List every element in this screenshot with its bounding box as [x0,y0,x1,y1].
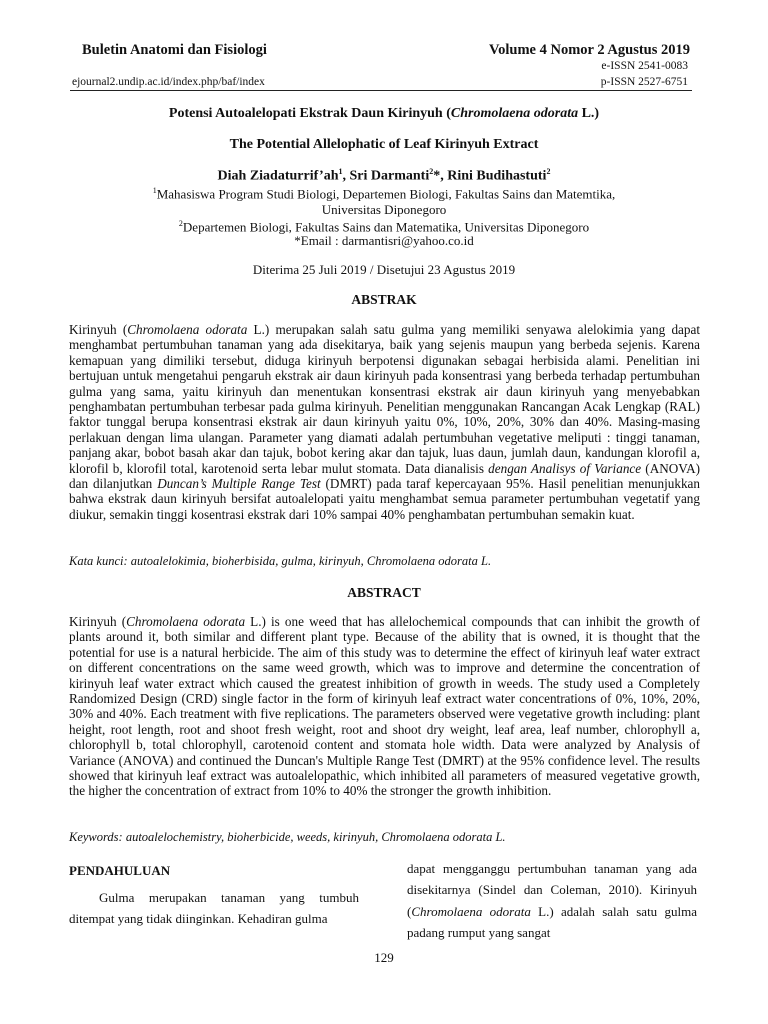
abstract-species: Chromolaena odorata [126,614,246,629]
abstract-text-1: Kirinyuh ( [69,614,127,629]
affiliation-1-line1: Mahasiswa Program Studi Biologi, Departemen Biologi, Fakultas Sains dan Matemtika, [156,186,616,202]
abstrak-italic-2: Duncan’s Multiple Range Test [157,476,321,492]
title-suffix: L.) [578,106,600,121]
author-2-sup: 2 [429,167,434,176]
abstrak-species: Chromolaena odorata [127,322,248,337]
affiliation-1-line2: Universitas Diponegoro [321,202,447,218]
abstrak-text-3: (ANOVA) dan dilanjutkan [69,460,701,492]
abstract-body [69,614,700,799]
abstrak-text-1: Kirinyuh ( [69,322,128,337]
title-prefix: Potensi Autoalelopati Ekstrak Daun Kirinyuh ( [168,106,451,121]
intro-right-column [407,858,697,944]
abstrak-text-2: L.) merupakan salah satu gulma yang memiliki senyawa alelokimia yang dapat menghambat pertumbuhan tanaman yang ada disekitarya, baik yang sejenis maupun yang berbeda sejenis. Karena kemapuan yang dimiliki tersebut, diduga kirinyuh berpotensi digunakan sebagai herbisida alami. Penelitian ini bertujuan untuk mengetahui pengaruh ekstrak air daun kirinyuh pada konsentrasi yang berbeda terhadap pertumbuhan gulma yang sama, yaitu kirinyuh dan menentukan konsentrasi ekstrak air daun kirinyuh yang menyebabkan penghambatan pertumbuhan terbesar pada gulma kirinyuh. Penelitian menggunakan Rancangan Acak Lengkap (RAL) faktor tunggal berupa konsentrasi ekstrak air daun kirinyuh yaitu 0%, 10%, 20%, 30% dan 40%. Masing-masing perlakuan dengan lima ulangan. Parameter yang diamati adalah pertumbuhan vegetative meliputi : tinggi tanaman, panjang akar, bobot basah akar dan tajuk, bobot kering akar dan tajuk, luas daun, jumlah daun, kandungan klorofil a, klorofil b, klorofil total, karotenoid serta lebar mulut stomata. Data dianalisis [69,322,700,476]
paper-title [60,106,708,122]
author-3: *, Rini Budihastuti [433,168,547,184]
author-list [60,167,708,185]
affiliation-1 [60,183,708,218]
intro-right-text-2: L.) adalah salah satu gulma padang rumput yang sangat [407,903,697,941]
author-2: , Sri Darmanti [342,168,430,184]
affiliation-1-sup: 1 [152,186,157,195]
e-issn: e-ISSN 2541-0083 [601,60,688,72]
affiliation-2-sup: 2 [178,219,183,228]
keywords: Keywords: autoalelochemistry, bioherbicide, weeds, kirinyuh, Chromolaena odorata L. [69,830,506,844]
page-number: 129 [374,950,394,965]
journal-volume: Volume 4 Nomor 2 Agustus 2019 [488,42,690,58]
abstrak-heading: ABSTRAK [351,292,417,307]
p-issn: p-ISSN 2527-6751 [600,76,688,88]
kata-kunci: Kata kunci: autoalelokimia, bioherbisida, gulma, kirinyuh, Chromolaena odorata L. [69,554,492,568]
affiliation-2-text: Departemen Biologi, Fakultas Sains dan Matematika, Universitas Diponegoro [182,219,590,235]
author-3-sup: 2 [546,167,551,176]
abstract-text-2: L.) is one weed that has allelochemical compounds that can inhibit the growth of plants around it, both similar and different plant type. Because of the ability that is owned, it is thought that the potential for use is a natural herbicide. The aim of this study was to determine the effect of kirinyuh leaf water extract on different concentrations on the same weed growth, which was to improve and determine the concentration of kirinyuh leaf water extract which caused the greatest inhibition of growth in weeds. The study used a Completely Randomized Design (CRD) single factor in the form of kirinyuh leaf extract water concentrations of 0%, 10%, 20%, 30% and 40%. Each treatment with five replications. The parameters observed were vegetative growth including: plant height, root length, root and shoot fresh weight, root and shoot dry weight, leaf area, leaf number, chlorophyll a, chlorophyll b, total chlorophyll, carotenoid content and stomata hole width. Data were analyzed by Analysis of Variance (ANOVA) and continued the Duncan's Multiple Range Test (DMRT) at the 95% confidence level. The results showed that kirinyuh leaf extract was autoalelopathic, which inhibited all parameters of measured vegetative growth, the higher the concentration of extract from 10% to 40% the stronger the growth inhibition. [69,614,700,799]
abstract-heading: ABSTRACT [347,585,421,600]
journal-name: Buletin Anatomi dan Fisiologi [82,42,267,58]
abstrak-text-4: (DMRT) pada taraf kepercayaan 95%. Hasil penelitian menunjukkan bahwa ekstrak daun kirinyuh bersifat autoalelopati yaitu menghambat semua parameter pertumbuhan vegetatif yang diukur, semakin tinggi kosentrasi ekstrak dari 10% sampai 40% penghambatan pertumbuhan semakin kuat. [69,476,700,522]
received-accepted-dates: Diterima 25 Juli 2019 / Disetujui 23 Agustus 2019 [252,262,516,277]
intro-left-column: Gulma merupakan tanaman yang tumbuh ditempat yang tidak diinginkan. Kehadiran gulma [69,890,359,927]
journal-url[interactable]: ejournal2.undip.ac.id/index.php/baf/index [72,76,265,88]
author-1: Diah Ziadaturrif’ah [217,168,339,184]
paper-title-english: The Potential Allelophatic of Leaf Kirinyuh Extract [229,137,539,152]
abstrak-body [69,322,700,522]
abstrak-italic-1: dengan Analisys of Variance [488,460,642,476]
pendahuluan-heading: PENDAHULUAN [69,863,171,878]
header-rule [70,90,692,91]
corresponding-email[interactable]: *Email : darmantisri@yahoo.co.id [294,233,474,248]
intro-right-text-1: dapat mengganggu pertumbuhan tanaman yang ada disekitarnya (Sindel dan Coleman, 2010). Kirinyuh ( [407,861,697,919]
intro-right-species: Chromolaena odorata [411,903,531,919]
author-1-sup: 1 [338,167,343,176]
title-species: Chromolaena odorata [450,106,579,121]
